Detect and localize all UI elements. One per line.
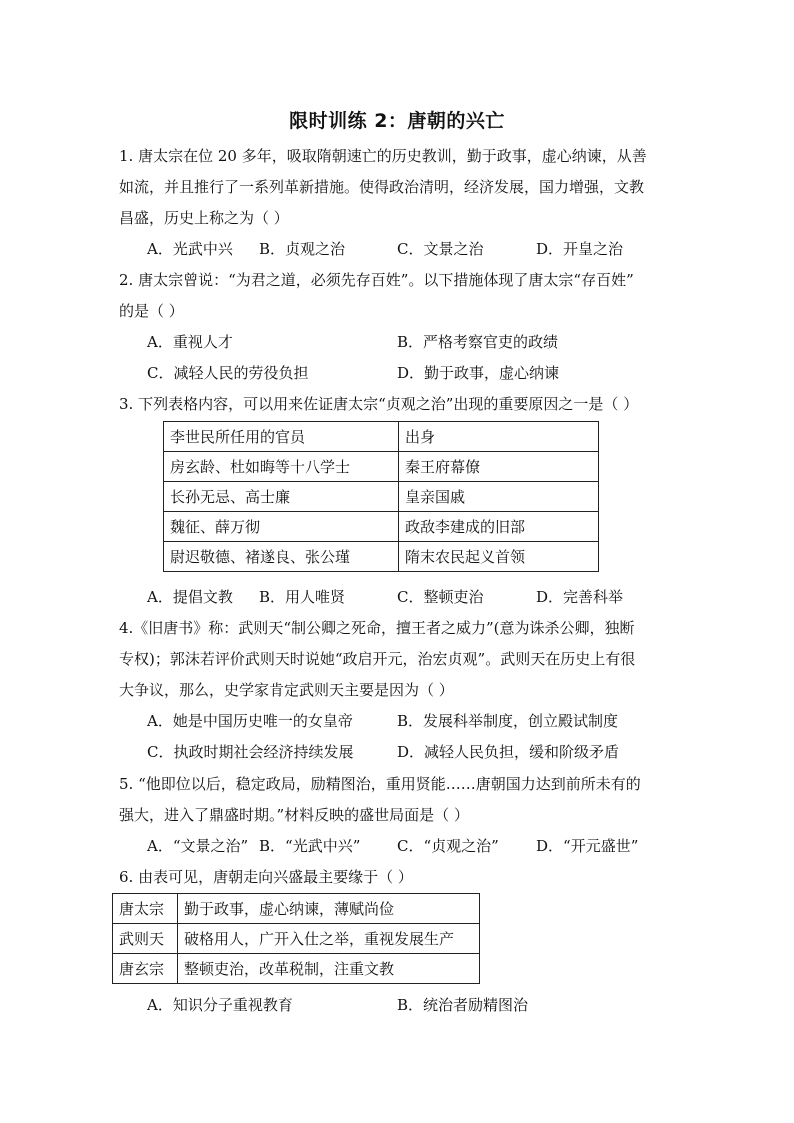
question-4-line-3: 大争议，那么，史学家肯定武则天主要是因为（ ）	[119, 681, 454, 699]
question-3-table	[163, 421, 599, 572]
question-1-option-d: D．开皇之治	[536, 240, 624, 258]
question-4-line-1: 4.《旧唐书》称：武则天“制公卿之死命，擅王者之威力”(意为诛杀公卿，独断	[119, 619, 635, 637]
question-1-line-1: 1. 唐太宗在位 20 多年，吸取隋朝速亡的历史教训，勤于政事，虚心纳谏，从善	[119, 147, 647, 165]
question-1-option-b: B．贞观之治	[259, 240, 346, 258]
question-2-line-2: 的是（ ）	[119, 302, 184, 320]
question-4-option-c: C．执政时期社会经济持续发展	[147, 743, 354, 761]
table-cell: 房玄龄、杜如晦等十八学士	[164, 452, 399, 482]
table-cell: 唐玄宗	[113, 954, 178, 984]
question-5-option-c: C．“贞观之治”	[397, 837, 499, 855]
question-2-option-d: D．勤于政事，虚心纳谏	[397, 364, 560, 382]
question-2-line-1: 2. 唐太宗曾说：“为君之道，必须先存百姓”。以下措施体现了唐太宗“存百姓”	[119, 271, 634, 289]
table-cell: 李世民所任用的官员	[164, 422, 399, 452]
question-2-option-c: C．减轻人民的劳役负担	[147, 364, 309, 382]
question-4-option-d: D．减轻人民负担，缓和阶级矛盾	[397, 743, 620, 761]
question-5-option-a: A．“文景之治”	[147, 837, 249, 855]
table-cell: 武则天	[113, 924, 178, 954]
question-2-option-a: A．重视人才	[147, 333, 233, 351]
table-cell: 隋末农民起义首领	[399, 542, 599, 572]
question-1-line-2: 如流，并且推行了一系列革新措施。使得政治清明，经济发展，国力增强，文教	[119, 178, 645, 196]
table-cell: 政敌李建成的旧部	[399, 512, 599, 542]
question-4-option-b: B．发展科举制度，创立殿试制度	[397, 712, 619, 730]
table-row	[164, 422, 599, 452]
table-cell: 秦王府幕僚	[399, 452, 599, 482]
table-row	[113, 924, 480, 954]
page-title: 限时训练 2：唐朝的兴亡	[289, 110, 505, 132]
question-3-line-1: 3. 下列表格内容，可以用来佐证唐太宗“贞观之治”出现的重要原因之一是（ ）	[119, 395, 639, 413]
question-6-table	[112, 893, 480, 984]
table-cell: 勤于政事，虚心纳谏，薄赋尚俭	[178, 894, 480, 924]
table-cell: 魏征、薛万彻	[164, 512, 399, 542]
question-4-option-a: A．她是中国历史唯一的女皇帝	[147, 712, 353, 730]
table-row	[113, 894, 480, 924]
table-row	[164, 482, 599, 512]
question-1-option-a: A．光武中兴	[147, 240, 233, 258]
question-2-option-b: B．严格考察官吏的政绩	[397, 333, 559, 351]
table-cell: 整顿吏治，改革税制，注重文教	[178, 954, 480, 984]
question-6-line-1: 6. 由表可见，唐朝走向兴盛最主要缘于（ ）	[119, 868, 413, 886]
table-cell: 尉迟敬德、褚遂良、张公瑾	[164, 542, 399, 572]
table-row	[164, 512, 599, 542]
table-cell: 唐太宗	[113, 894, 178, 924]
question-3-option-b: B．用人唯贤	[259, 588, 346, 606]
table-cell: 长孙无忌、高士廉	[164, 482, 399, 512]
question-5-option-d: D．“开元盛世”	[536, 837, 639, 855]
question-5-line-1: 5. “他即位以后，稳定政局，励精图治，重用贤能……唐朝国力达到前所未有的	[119, 775, 641, 793]
question-3-option-d: D．完善科举	[536, 588, 624, 606]
question-1-line-3: 昌盛，历史上称之为（ ）	[119, 209, 289, 227]
question-5-option-b: B．“光武中兴”	[259, 837, 361, 855]
question-4-line-2: 专权)；郭沫若评价武则天时说她“政启开元，治宏贞观”。武则天在历史上有很	[119, 650, 636, 668]
question-5-line-2: 强大，进入了鼎盛时期。”材料反映的盛世局面是（ ）	[119, 806, 469, 824]
question-6-option-a: A．知识分子重视教育	[147, 996, 293, 1014]
question-6-option-b: B．统治者励精图治	[397, 996, 529, 1014]
question-1-option-c: C．文景之治	[397, 240, 484, 258]
table-row	[113, 954, 480, 984]
table-row	[164, 452, 599, 482]
table-cell: 皇亲国戚	[399, 482, 599, 512]
table-cell: 破格用人，广开入仕之举，重视发展生产	[178, 924, 480, 954]
question-3-option-c: C．整顿吏治	[397, 588, 484, 606]
table-row	[164, 542, 599, 572]
question-3-option-a: A．提倡文教	[147, 588, 233, 606]
table-cell: 出身	[399, 422, 599, 452]
